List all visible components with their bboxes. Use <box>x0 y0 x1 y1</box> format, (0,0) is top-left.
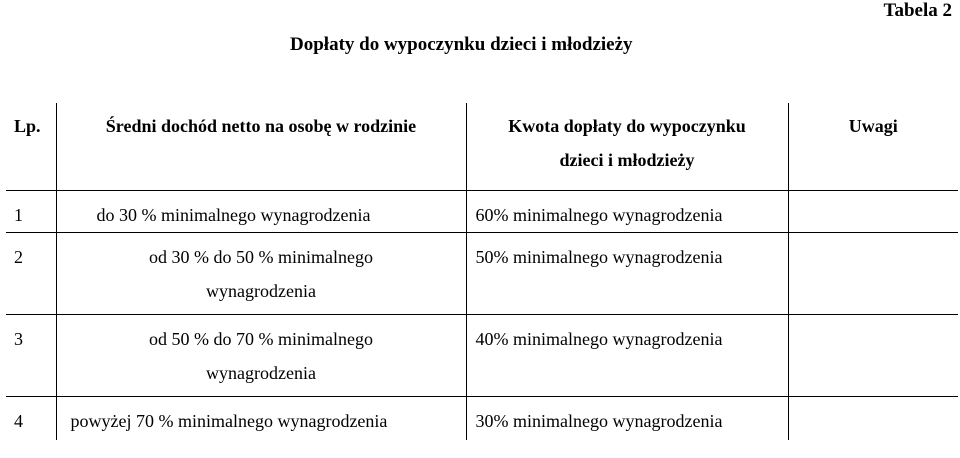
page-title: Dopłaty do wypoczynku dzieci i młodzieży <box>290 34 633 55</box>
table-number-label: Tabela 2 <box>883 0 952 21</box>
subsidy-amount: 30% minimalnego wynagrodzenia <box>466 396 788 440</box>
column-header-notes: Uwagi <box>788 103 958 190</box>
table-row <box>6 190 958 232</box>
subsidy-table <box>6 103 958 440</box>
subsidy-amount: 50% minimalnego wynagrodzenia <box>466 232 788 314</box>
table-row <box>6 396 958 440</box>
table-header-row <box>6 103 958 190</box>
row-number: 3 <box>6 314 56 396</box>
notes-cell <box>788 396 958 440</box>
income-range: powyżej 70 % minimalnego wynagrodzenia <box>56 396 466 440</box>
table-row <box>6 232 958 314</box>
row-number: 1 <box>6 190 56 232</box>
column-header-lp: Lp. <box>6 103 56 190</box>
table-row <box>6 314 958 396</box>
row-number: 2 <box>6 232 56 314</box>
notes-cell <box>788 232 958 314</box>
notes-cell <box>788 190 958 232</box>
column-header-income: Średni dochód netto na osobę w rodzinie <box>56 103 466 190</box>
row-number: 4 <box>6 396 56 440</box>
income-range: od 30 % do 50 % minimalnego wynagrodzenia <box>56 232 466 314</box>
subsidy-amount: 40% minimalnego wynagrodzenia <box>466 314 788 396</box>
income-range: od 50 % do 70 % minimalnego wynagrodzenia <box>56 314 466 396</box>
column-header-amount: Kwota dopłaty do wypoczynku dzieci i młodzieży <box>466 103 788 190</box>
notes-cell <box>788 314 958 396</box>
subsidy-amount: 60% minimalnego wynagrodzenia <box>466 190 788 232</box>
income-range: do 30 % minimalnego wynagrodzenia <box>56 190 466 232</box>
